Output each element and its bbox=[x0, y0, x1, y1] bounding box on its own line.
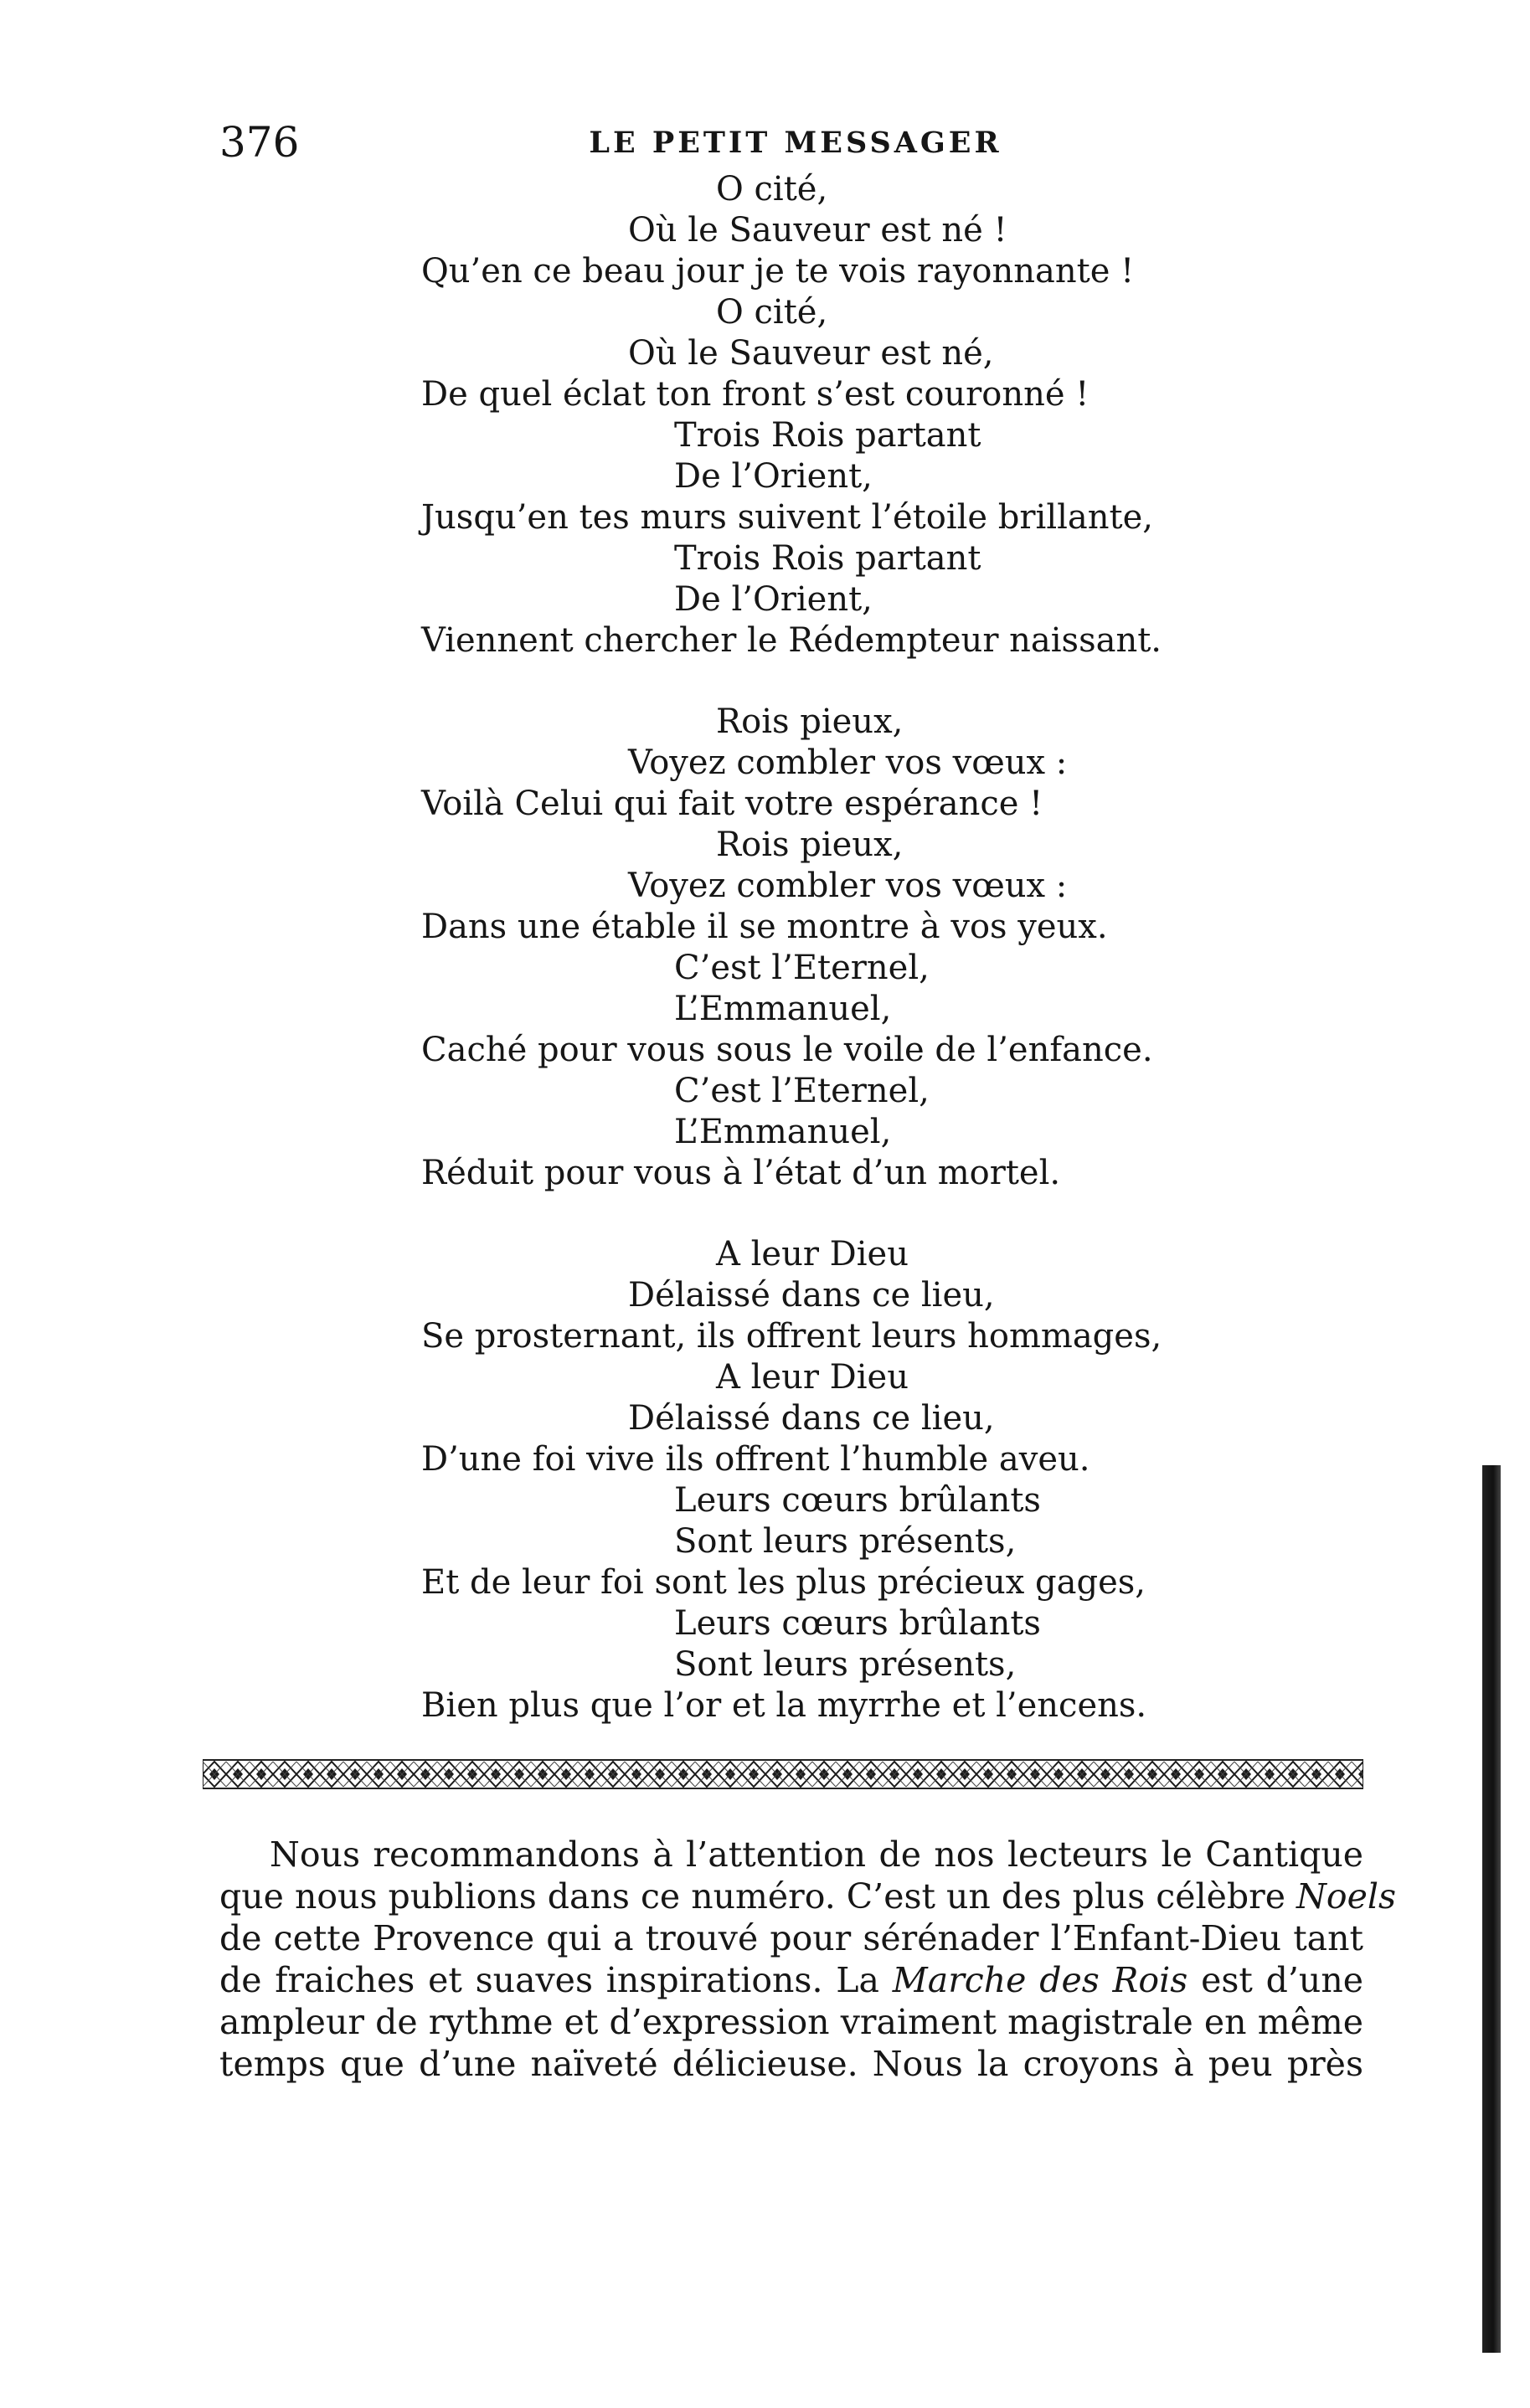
verse-line: Et de leur foi sont les plus précieux gages, bbox=[421, 1563, 1146, 1602]
verse-line: Dans une étable il se montre à vos yeux. bbox=[421, 908, 1108, 946]
verse-line: D’une foi vive ils offrent l’humble aveu. bbox=[421, 1440, 1090, 1479]
prose-line: de fraiches et suaves inspirations. La Marche des Rois est d’une bbox=[219, 1960, 1364, 2000]
verse-line: Voyez combler vos vœux : bbox=[628, 743, 1068, 782]
stanza bbox=[0, 1234, 1530, 1726]
verse-line: Trois Rois partant bbox=[674, 416, 981, 455]
verse-line: Rois pieux, bbox=[716, 702, 904, 741]
verse-line: Qu’en ce beau jour je te vois rayonnante ! bbox=[421, 252, 1135, 291]
verse-line: Caché pour vous sous le voile de l’enfance. bbox=[421, 1031, 1153, 1069]
verse-line: Sont leurs présents, bbox=[674, 1522, 1017, 1561]
prose-line: ampleur de rythme et d’expression vraiment magistrale en même bbox=[219, 2002, 1363, 2042]
verse-line: Délaissé dans ce lieu, bbox=[628, 1399, 995, 1438]
verse-line: Leurs cœurs brûlants bbox=[674, 1481, 1041, 1520]
verse-line: Voyez combler vos vœux : bbox=[628, 867, 1068, 905]
poem bbox=[0, 169, 1530, 1767]
verse-line: Sont leurs présents, bbox=[674, 1645, 1017, 1684]
running-title: LE PETIT MESSAGER bbox=[589, 126, 1002, 160]
verse-line: Jusqu’en tes murs suivent l’étoile brillante, bbox=[421, 498, 1153, 537]
prose-line: que nous publions dans ce numéro. C’est un des plus célèbre Noels bbox=[219, 1876, 1397, 1917]
verse-line: L’Emmanuel, bbox=[674, 990, 892, 1028]
verse-line: De quel éclat ton front s’est couronné ! bbox=[421, 375, 1090, 414]
verse-line: Bien plus que l’or et la myrrhe et l’encens. bbox=[421, 1686, 1147, 1725]
verse-line: Se prosternant, ils offrent leurs hommages, bbox=[421, 1317, 1162, 1356]
stanza bbox=[0, 169, 1530, 661]
verse-line: O cité, bbox=[716, 293, 828, 332]
ornament-pattern-icon bbox=[203, 1757, 1363, 1792]
commentary-paragraph bbox=[219, 1834, 1397, 2085]
verse-line: L’Emmanuel, bbox=[674, 1113, 892, 1151]
verse-line: Leurs cœurs brûlants bbox=[674, 1604, 1041, 1643]
prose-line: temps que d’une naïveté délicieuse. Nous la croyons à peu près bbox=[219, 2044, 1363, 2084]
verse-line: Réduit pour vous à l’état d’un mortel. bbox=[421, 1154, 1061, 1192]
prose-line: Nous recommandons à l’attention de nos lecteurs le Cantique bbox=[270, 1834, 1363, 1875]
verse-line: Rois pieux, bbox=[716, 826, 904, 864]
verse-line: De l’Orient, bbox=[674, 580, 873, 619]
page-number: 376 bbox=[219, 118, 300, 167]
verse-line: A leur Dieu bbox=[716, 1235, 909, 1273]
verse-line: Trois Rois partant bbox=[674, 539, 981, 578]
verse-line: C’est l’Eternel, bbox=[674, 1072, 930, 1110]
stanza bbox=[0, 702, 1530, 1194]
verse-line: A leur Dieu bbox=[716, 1358, 909, 1397]
verse-line: Où le Sauveur est né, bbox=[628, 334, 994, 373]
verse-line: Où le Sauveur est né ! bbox=[628, 211, 1007, 250]
page-header bbox=[0, 117, 1530, 167]
verse-line: Voilà Celui qui fait votre espérance ! bbox=[421, 785, 1043, 823]
verse-line: De l’Orient, bbox=[674, 457, 873, 496]
page-gutter-shadow bbox=[1482, 1465, 1501, 2353]
verse-line: Délaissé dans ce lieu, bbox=[628, 1276, 995, 1315]
verse-line: O cité, bbox=[716, 170, 828, 208]
verse-line: Viennent chercher le Rédempteur naissant. bbox=[421, 621, 1162, 660]
ornamental-divider bbox=[203, 1757, 1363, 1792]
verse-line: C’est l’Eternel, bbox=[674, 949, 930, 987]
prose-line: de cette Provence qui a trouvé pour sérénader l’Enfant-Dieu tant bbox=[219, 1918, 1363, 1958]
